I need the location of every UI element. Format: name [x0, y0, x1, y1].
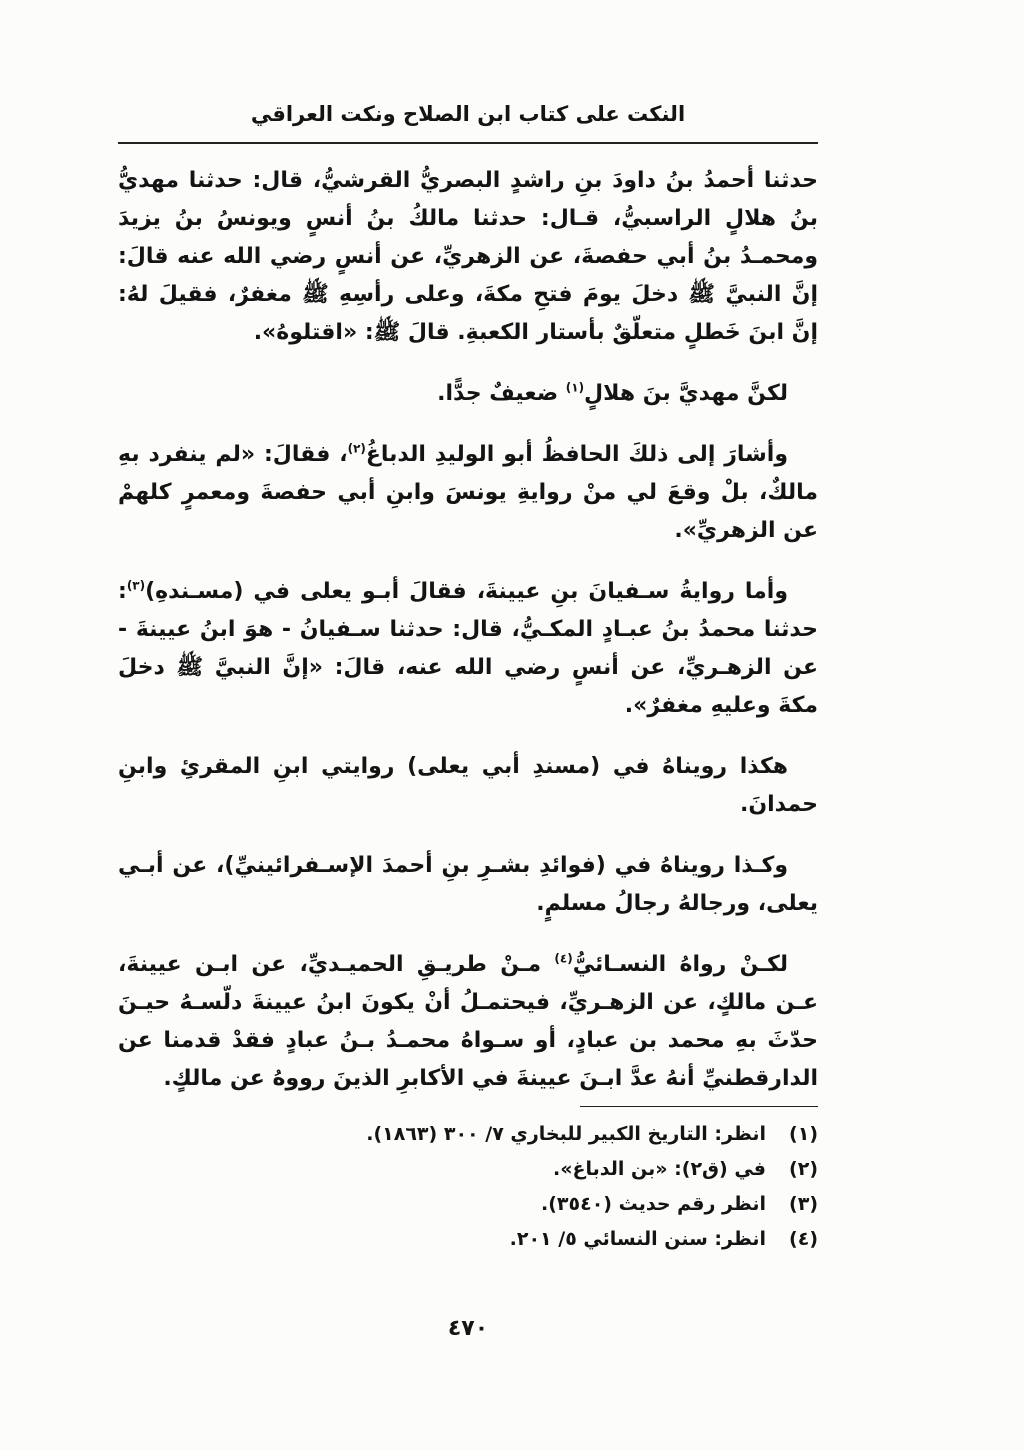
paragraph-6 [118, 847, 818, 923]
main-text [118, 162, 818, 1121]
running-title: النكت على كتاب ابن الصلاح ونكت العراقي [250, 102, 686, 126]
paragraph-text: مـنْ طريـقِ الحميـديِّ، عن ابـن عيينةَ، عـن مالكٍ، عن الزهـريِّ، فيحتمـلُ أنْ يكونَ ابنُ عيينةَ دلّسـهُ حيـنَ حدّثَ بهِ محمد بن عبادٍ، أو سـواهُ محمـدُ بـنُ عبادٍ فقدْ قدمنا عن الدارقطنيِّ أنهُ عدَّ ابـنَ عيينةَ في الأكابرِ الذينَ رووهُ عن مالكٍ. [118, 952, 818, 1091]
paragraph-1 [118, 162, 818, 352]
footnote-number: (١) [789, 1123, 818, 1145]
footnote-text: انظر: سنن النسائي ٥/ ٢٠١. [509, 1228, 766, 1250]
footnote-ref-1[interactable]: (١) [565, 380, 585, 395]
footnote-item [118, 1117, 818, 1152]
paragraph-text: وأشارَ إلى ذلكَ الحافظُ أبو الوليدِ الدباغُ [365, 442, 788, 467]
footnote-item [118, 1222, 818, 1257]
paragraph-text: وأما روايةُ سـفيانَ بنِ عيينةَ، فقالَ أبـو يعلى في (مسـندهِ) [145, 579, 788, 604]
page-number: ٤٧٠ [447, 1316, 489, 1341]
paragraph-text: لكـنْ رواهُ النسـائيُّ [572, 952, 788, 977]
paragraph-text: حدثنا أحمدُ بنُ داودَ بنِ راشدٍ البصريُّ القرشيُّ، قال: حدثنا مهديُّ بنُ هلالٍ الراسبيُّ، قـال: حدثنا مالكُ بنُ أنسٍ ويونسُ بنُ يزيدَ ومحمـدُ بنُ أبي حفصةَ، عن الزهريِّ، عن أنسٍ رضي الله عنه قالَ: إنَّ النبيَّ ﷺ دخلَ يومَ فتحِ مكةَ، وعلى رأسِهِ ﷺ مغفرٌ، فقيلَ لهُ: إنَّ ابنَ خَطلٍ متعلّقٌ بأستار الكعبةِ. قالَ ﷺ: «اقتلوهُ». [118, 168, 818, 345]
footnote-text: انظر رقم حديث (٣٥٤٠). [541, 1193, 766, 1215]
footnote-item [118, 1152, 818, 1187]
paragraph-text: ضعيفٌ جدًّا. [437, 381, 566, 406]
footnote-ref-3[interactable]: (٣) [126, 578, 146, 593]
paragraph-text: وكـذا رويناهُ في (فوائدِ بشـرِ بنِ أحمدَ الإسـفرائينيِّ)، عن أبـي يعلى، ورجالهُ رجالُ مسلمٍ. [118, 853, 818, 916]
paragraph-text: ، فقالَ: «لم ينفرد بهِ مالكٌ، بلْ وقعَ لي منْ روايةِ يونسَ وابنِ أبي حفصةَ ومعمرٍ كلهمْ عن الزهريِّ». [118, 442, 818, 543]
footnote-number: (٣) [789, 1193, 818, 1215]
footnote-item [118, 1187, 818, 1222]
paragraph-text: : حدثنا محمدُ بنُ عبـادٍ المكـيُّ، قال: حدثنا سـفيانُ - هوَ ابنُ عيينةَ - عن الزهـريِّ، عن أنسٍ رضي الله عنه، قالَ: «إنَّ النبيَّ ﷺ دخلَ مكةَ وعليهِ مغفرٌ». [118, 579, 818, 718]
paragraph-5 [118, 748, 818, 824]
footnote-text: انظر: التاريخ الكبير للبخاري ٧/ ٣٠٠ (١٨٦٣). [366, 1123, 766, 1145]
footnotes [118, 1117, 818, 1257]
footnote-ref-2[interactable]: (٢) [347, 441, 366, 456]
paragraph-text: هكذا رويناهُ في (مسندِ أبي يعلى) روايتي ابنِ المقرئِ وابنِ حمدانَ. [118, 754, 818, 817]
footnote-text: في (ق٢): «بن الدباغ». [553, 1158, 766, 1180]
paragraph-7 [118, 946, 818, 1098]
footnote-number: (٢) [789, 1158, 818, 1180]
header-rule [118, 142, 818, 144]
paragraph-4 [118, 573, 818, 725]
paragraph-2 [118, 375, 818, 413]
footnote-ref-4[interactable]: (٤) [554, 951, 573, 966]
paragraph-3 [118, 436, 818, 550]
footnote-number: (٤) [789, 1228, 818, 1250]
paragraph-text: لكنَّ مهديَّ بنَ هلالٍ [584, 381, 788, 406]
footnote-rule [580, 1106, 818, 1107]
